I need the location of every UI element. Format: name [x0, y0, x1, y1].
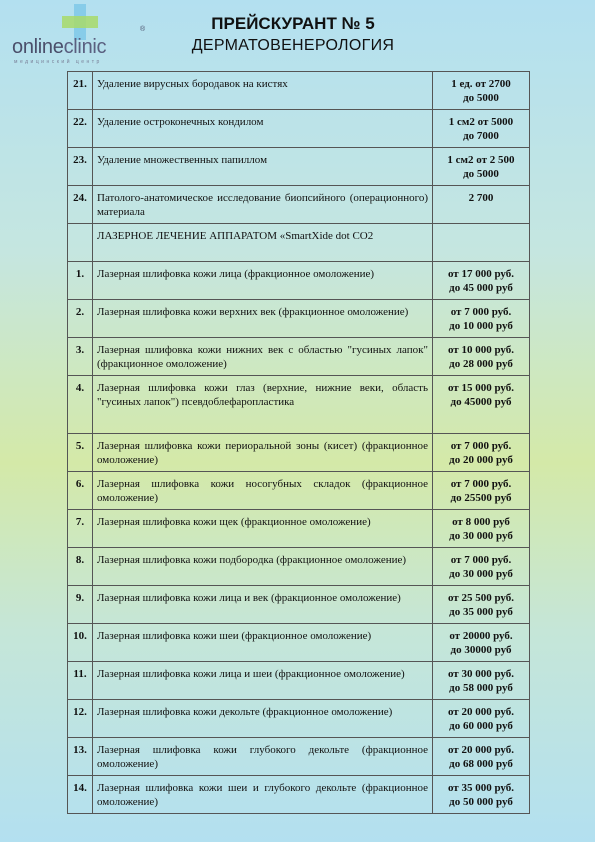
row-number: 1.	[68, 262, 93, 300]
table-row	[68, 662, 530, 700]
row-number: 12.	[68, 700, 93, 738]
service-name: Лазерная шлифовка кожи щек (фракционное омоложение)	[93, 510, 433, 548]
service-price: от 20 000 руб. до 60 000 руб	[433, 700, 530, 738]
table-row	[68, 72, 530, 110]
service-name: Лазерная шлифовка кожи декольте (фракционное омоложение)	[93, 700, 433, 738]
service-name: Лазерная шлифовка кожи верхних век (фракционное омоложение)	[93, 300, 433, 338]
section-price-cell	[433, 224, 530, 262]
service-price: от 10 000 руб. до 28 000 руб	[433, 338, 530, 376]
service-price: от 20000 руб. до 30000 руб	[433, 624, 530, 662]
table-row	[68, 624, 530, 662]
section-row	[68, 224, 530, 262]
row-number: 5.	[68, 434, 93, 472]
table-row	[68, 586, 530, 624]
row-number: 24.	[68, 186, 93, 224]
logo-tagline: медицинский центр	[14, 59, 102, 65]
row-number: 8.	[68, 548, 93, 586]
section-number-cell	[68, 224, 93, 262]
page-subtitle: ДЕРМАТОВЕНЕРОЛОГИЯ	[191, 37, 395, 54]
service-price: 1 см2 от 2 500 до 5000	[433, 148, 530, 186]
service-name: Лазерная шлифовка кожи шеи и глубокого декольте (фракционное омоложение)	[93, 776, 433, 814]
table-row	[68, 110, 530, 148]
row-number: 21.	[68, 72, 93, 110]
row-number: 3.	[68, 338, 93, 376]
service-price: от 20 000 руб. до 68 000 руб	[433, 738, 530, 776]
service-name: Лазерная шлифовка кожи глубокого декольте (фракционное омоложение)	[93, 738, 433, 776]
service-price: от 15 000 руб. до 45000 руб	[433, 376, 530, 434]
service-price: от 7 000 руб. до 30 000 руб	[433, 548, 530, 586]
service-name: Лазерная шлифовка кожи шеи (фракционное омоложение)	[93, 624, 433, 662]
row-number: 14.	[68, 776, 93, 814]
section-heading: ЛАЗЕРНОЕ ЛЕЧЕНИЕ АППАРАТОМ «SmartXide dot CO2	[93, 224, 433, 262]
service-name: Лазерная шлифовка кожи периоральной зоны (кисет) (фракционное омоложение)	[93, 434, 433, 472]
service-price: от 7 000 руб. до 25500 руб	[433, 472, 530, 510]
service-price: от 35 000 руб. до 50 000 руб	[433, 776, 530, 814]
service-price: от 7 000 руб. до 10 000 руб	[433, 300, 530, 338]
row-number: 6.	[68, 472, 93, 510]
service-name: Лазерная шлифовка кожи подбородка (фракционное омоложение)	[93, 548, 433, 586]
table-row	[68, 376, 530, 434]
service-name: Лазерная шлифовка кожи лица и век (фракционное омоложение)	[93, 586, 433, 624]
logo-name-online: online	[12, 36, 64, 58]
row-number: 13.	[68, 738, 93, 776]
service-name: Лазерная шлифовка кожи глаз (верхние, нижние веки, область "гусиных лапок") псевдоблефаропластика	[93, 376, 433, 434]
medical-cross-icon	[62, 4, 98, 40]
service-name: Лазерная шлифовка кожи носогубных складок (фракционное омоложение)	[93, 472, 433, 510]
row-number: 23.	[68, 148, 93, 186]
service-price: 2 700	[433, 186, 530, 224]
service-price: от 7 000 руб. до 20 000 руб	[433, 434, 530, 472]
row-number: 7.	[68, 510, 93, 548]
table-row	[68, 472, 530, 510]
row-number: 11.	[68, 662, 93, 700]
service-name: Удаление остроконечных кондилом	[93, 110, 433, 148]
row-number: 9.	[68, 586, 93, 624]
table-row	[68, 186, 530, 224]
table-row	[68, 338, 530, 376]
row-number: 2.	[68, 300, 93, 338]
row-number: 22.	[68, 110, 93, 148]
logo-name-clinic: clinic	[63, 36, 107, 58]
price-table	[67, 71, 530, 814]
service-name: Лазерная шлифовка кожи нижних век с областью "гусиных лапок" (фракционное омоложение)	[93, 338, 433, 376]
page-title: ПРЕЙСКУРАНТ № 5	[211, 14, 375, 33]
table-row	[68, 548, 530, 586]
service-name: Патолого-анатомическое исследование биопсийного (операционного) материала	[93, 186, 433, 224]
row-number: 10.	[68, 624, 93, 662]
table-row	[68, 434, 530, 472]
logo-wordmark	[12, 36, 106, 59]
service-price: от 17 000 руб. до 45 000 руб	[433, 262, 530, 300]
table-row	[68, 148, 530, 186]
service-price: от 30 000 руб. до 58 000 руб	[433, 662, 530, 700]
service-name: Лазерная шлифовка кожи лица (фракционное омоложение)	[93, 262, 433, 300]
table-row	[68, 700, 530, 738]
clinic-logo	[12, 4, 152, 66]
service-price: от 25 500 руб. до 35 000 руб	[433, 586, 530, 624]
row-number: 4.	[68, 376, 93, 434]
registered-mark: ®	[140, 26, 146, 33]
table-row	[68, 300, 530, 338]
service-price: от 8 000 руб до 30 000 руб	[433, 510, 530, 548]
price-table-body	[68, 72, 530, 814]
table-row	[68, 510, 530, 548]
service-price: 1 см2 от 5000 до 7000	[433, 110, 530, 148]
service-name: Удаление вирусных бородавок на кистях	[93, 72, 433, 110]
table-row	[68, 262, 530, 300]
service-name: Лазерная шлифовка кожи лица и шеи (фракционное омоложение)	[93, 662, 433, 700]
service-price: 1 ед. от 2700 до 5000	[433, 72, 530, 110]
table-row	[68, 776, 530, 814]
table-row	[68, 738, 530, 776]
service-name: Удаление множественных папиллом	[93, 148, 433, 186]
